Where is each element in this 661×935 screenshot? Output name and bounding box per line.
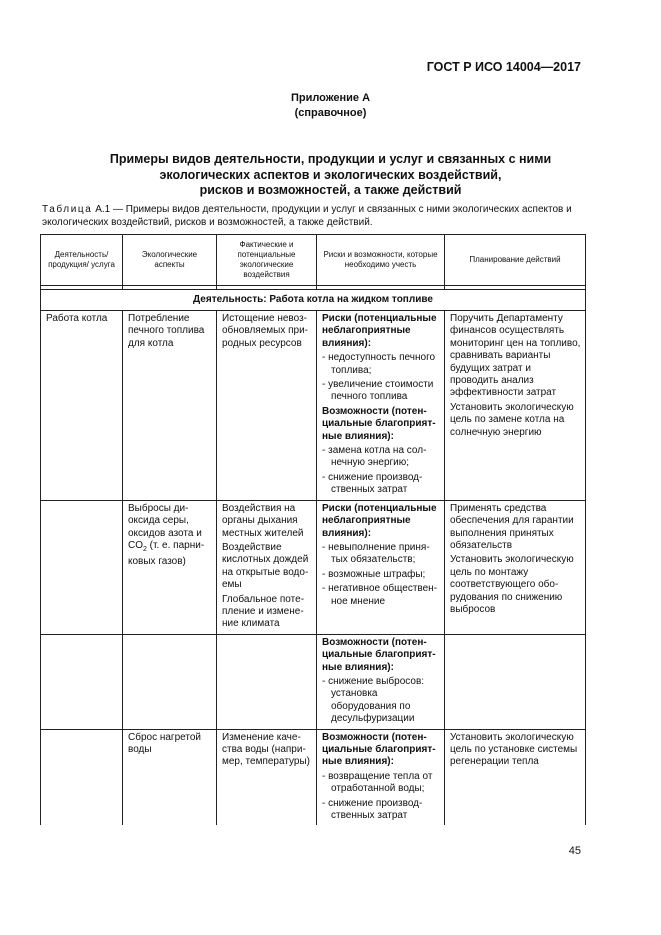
risks-cell — [317, 500, 445, 634]
title-line-3: рисков и возможностей, а также действий — [199, 183, 462, 197]
risks-cell — [317, 729, 445, 825]
title-line-1: Примеры видов деятельности, продукции и услуг и связанных с ними — [109, 152, 552, 166]
annex-title: Приложение А — [290, 92, 371, 104]
activity-cell — [41, 729, 123, 825]
table-caption — [42, 204, 612, 229]
aspect-subscript: 2 — [143, 545, 147, 553]
opportunities-heading: Возможности (потенциальные благоприятные влияния): — [322, 636, 436, 673]
opportunity-item: - снижение выбросов: установка оборудования по десульфуризации — [322, 675, 425, 725]
table-row — [41, 311, 586, 501]
risk-item: - увеличение стоимости печного топлива — [322, 379, 434, 403]
impact-cell: Изменение качества воды (например, температуры) — [217, 729, 317, 825]
table-caption-text: А.1 — Примеры видов деятельности, продукции и услуг и связанных с ними экологических аспектов и экологических воздействий, рисков и возможностей, а также действий. — [42, 204, 572, 228]
header-actions: Планирование действий — [445, 235, 586, 286]
header-risks: Риски и возможности, которые необходимо учесть — [317, 235, 445, 286]
table-row — [41, 634, 586, 729]
header-activity: Деятельность/ продукция/ услуга — [41, 235, 123, 286]
actions-cell: Установить экологическую цель по установке системы регенерации тепла — [445, 729, 586, 825]
aspect-text-end: (т. е. парниковых газов) — [128, 539, 205, 568]
opportunity-item: - возвращение тепла от отработанной воды; — [322, 770, 433, 795]
section-row — [41, 290, 586, 311]
impact-cell — [217, 634, 317, 729]
standard-designation: ГОСТ Р ИСО 14004—2017 — [426, 60, 581, 74]
risks-cell — [317, 311, 445, 501]
actions-cell — [445, 634, 586, 729]
opportunities-heading: Возможности (потенциальные благоприятные влияния): — [322, 405, 436, 442]
opportunities-heading: Возможности (потенциальные благоприятные влияния): — [322, 731, 436, 768]
impact-item: Глобальное потепление и изменение климата — [222, 593, 305, 630]
action-item: Установить экологическую цель по монтажу соответствующего оборудования по снижению выбросов — [450, 554, 574, 615]
risk-item: - возможные штрафы; — [322, 568, 426, 580]
aspects-table — [40, 234, 586, 825]
aspect-cell: Сброс нагретой воды — [123, 729, 217, 825]
opportunity-item: - снижение производственных затрат — [322, 797, 423, 822]
table-caption-label: Таблица — [42, 204, 93, 215]
impact-item: Воздействие кислотных дождей на открытые водоемы — [222, 541, 309, 591]
table-row — [41, 500, 586, 634]
title-line-2: экологических аспектов и экологических воздействий, — [159, 167, 502, 182]
annex-status: (справочное) — [294, 107, 367, 119]
aspect-cell — [123, 500, 217, 634]
activity-cell — [41, 634, 123, 729]
action-item: Установить экологическую цель по замене котла на солнечную энергию — [450, 401, 574, 438]
aspect-cell — [123, 634, 217, 729]
impact-item: Воздействия на органы дыхания местных жителей — [222, 502, 304, 539]
opportunity-item: - замена котла на солнечную энергию; — [322, 445, 427, 469]
table-header-row — [41, 235, 586, 286]
risks-heading: Риски (потенциальные неблагоприятные влияния): — [322, 502, 437, 539]
action-item: Поручить Департаменту финансов осуществлять мониторинг цен на топливо, сравнивать варианты будущих затрат и проводить анализ эффективности затрат — [450, 313, 581, 399]
annex-heading — [0, 91, 661, 121]
risk-item: - невыполнение принятых обязательств; — [322, 541, 430, 566]
header-aspects: Экологические аспекты — [123, 235, 217, 286]
risk-item: - недоступность печного топлива; — [322, 352, 436, 376]
actions-cell — [445, 500, 586, 634]
actions-cell — [445, 311, 586, 501]
risks-heading: Риски (потенциальные неблагоприятные влияния): — [322, 313, 437, 349]
risks-cell — [317, 634, 445, 729]
impact-cell — [217, 500, 317, 634]
action-item: Применять средства обеспечения для гарантии выполнения принятых обязательств — [450, 502, 574, 551]
section-title: Деятельность: Работа котла на жидком топливе — [41, 290, 586, 311]
header-impacts: Фактические и потенциальные экологические воздействия — [217, 235, 317, 286]
impact-cell: Истощение невозобновляемых природных ресурсов — [217, 311, 317, 501]
aspect-text: Выбросы диоксида серы, оксидов азота и CO — [128, 502, 202, 551]
activity-cell: Работа котла — [41, 311, 123, 501]
activity-cell — [41, 500, 123, 634]
page-number: 45 — [568, 845, 581, 857]
opportunity-item: - снижение производственных затрат — [322, 471, 423, 496]
risk-item: - негативное общественное мнение — [322, 583, 438, 607]
table-row — [41, 729, 586, 825]
aspect-cell: Потребление печного топлива для котла — [123, 311, 217, 501]
document-title — [60, 152, 601, 199]
